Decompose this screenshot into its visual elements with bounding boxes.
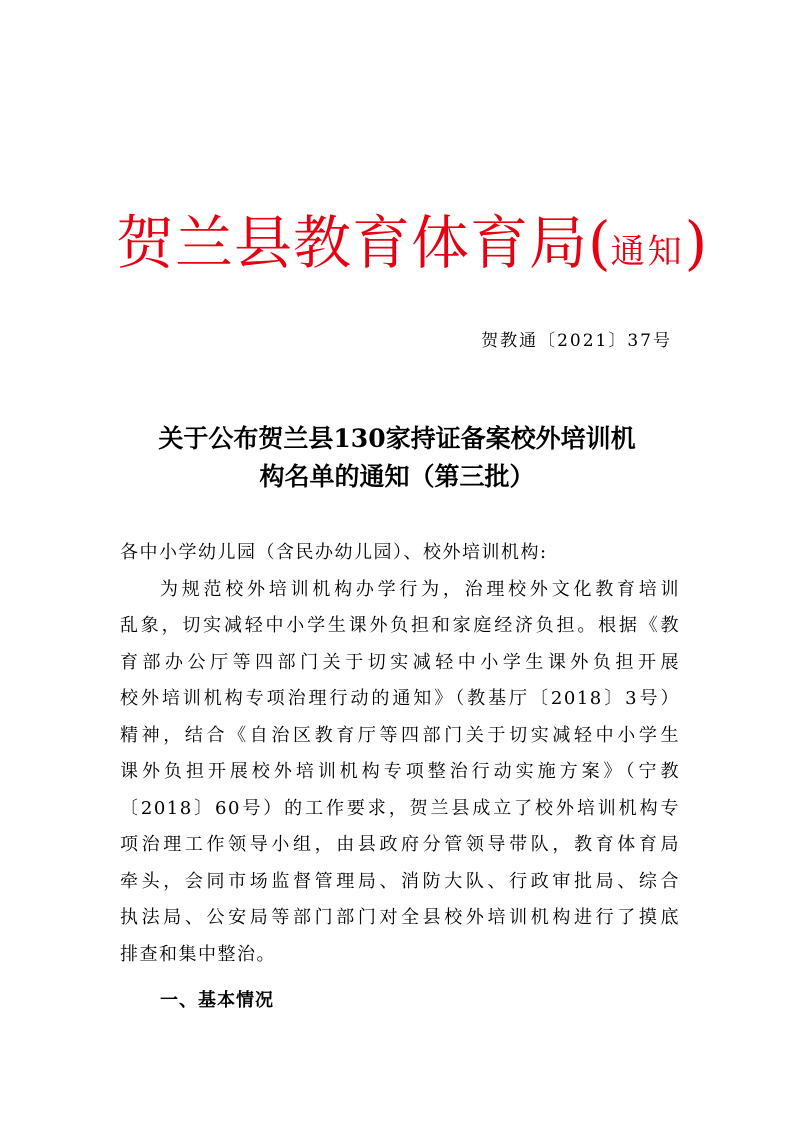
masthead-doc-kind: 通知 xyxy=(610,232,685,272)
salutation: 各中小学幼儿园（含民办幼儿园）、校外培训机构: xyxy=(120,542,548,563)
masthead-close-paren: ) xyxy=(684,209,708,277)
paragraph-line: 项治理工作领导小组，由县政府分管领导带队，教育体育局 xyxy=(120,834,680,855)
paragraph-line: 乱象，切实减轻中小学生课外负担和家庭经济负担。根据《教 xyxy=(120,615,680,636)
paragraph-line: 排查和集中整治。 xyxy=(120,943,276,965)
section-heading: 一、基本情况 xyxy=(160,990,274,1011)
body-paragraph xyxy=(120,572,680,974)
document-body xyxy=(120,535,680,973)
paragraph-line: 精神，结合《自治区教育厅等四部门关于切实减轻中小学生 xyxy=(120,724,680,746)
paragraph-line: 执法局、公安局等部门部门对全县校外培训机构进行了摸底 xyxy=(120,907,680,928)
masthead-agency: 贺兰县教育体育局 xyxy=(116,209,589,277)
paragraph-line: 牵头，会同市场监督管理局、消防大队、行政审批局、综合 xyxy=(120,870,680,892)
masthead xyxy=(116,196,708,280)
title-line-2: 构名单的通知（第三批） xyxy=(259,462,535,491)
paragraph-line: 〔2018〕60号）的工作要求，贺兰县成立了校外培训机构专 xyxy=(120,797,680,819)
document-title xyxy=(108,420,686,496)
paragraph-line: 为规范校外培训机构办学行为，治理校外文化教育培训 xyxy=(160,578,680,600)
title-line-1: 关于公布贺兰县130家持证备案校外培训机 xyxy=(158,424,636,453)
paragraph-line: 课外负担开展校外培训机构专项整治行动实施方案》（宁教 xyxy=(120,761,680,782)
masthead-open-paren: ( xyxy=(588,209,611,277)
document-number: 贺教通〔2021〕37号 xyxy=(481,331,672,351)
paragraph-line: 育部办公厅等四部门关于切实减轻中小学生课外负担开展 xyxy=(120,651,680,673)
paragraph-line: 校外培训机构专项治理行动的通知》（教基厅〔2018〕3号） xyxy=(120,688,680,709)
